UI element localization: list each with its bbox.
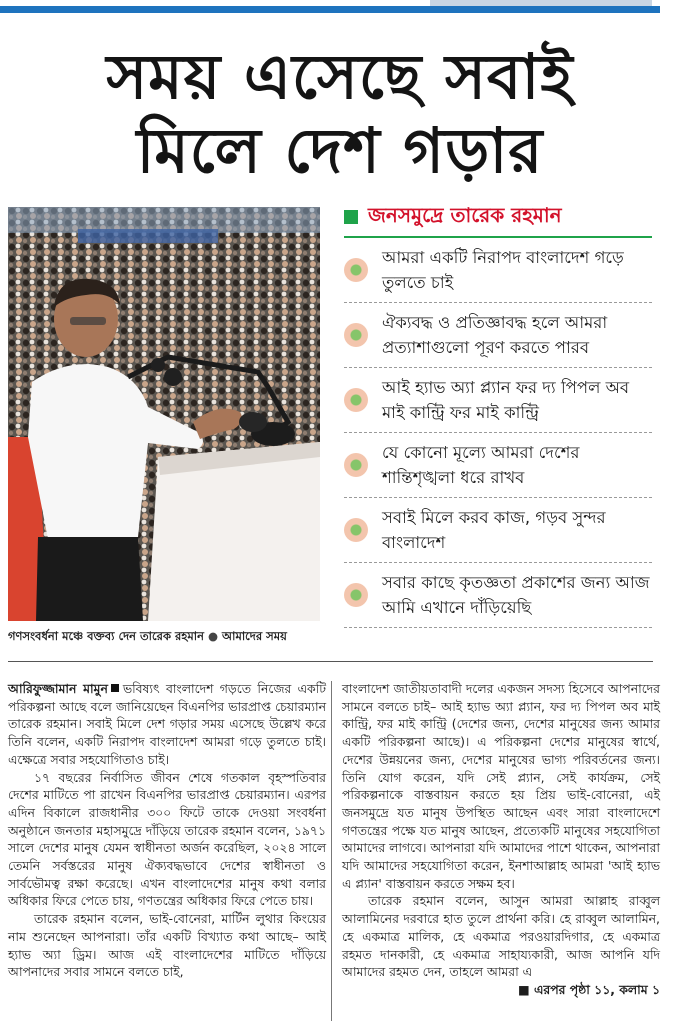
article-paragraph (342, 892, 660, 997)
quote-text: সবার কাছে কৃতজ্ঞতা প্রকাশের জন্য আজ আমি এখানে দাঁড়িয়েছি (382, 573, 650, 617)
photo-caption (8, 628, 338, 647)
quote-item (344, 368, 652, 433)
circle-bullet-icon (344, 258, 368, 282)
quote-item (344, 498, 652, 563)
headline-line-2: মিলে দেশ গড়ার (136, 114, 544, 187)
sidebar-title: জনসমুদ্রে তারেক রহমান (368, 202, 562, 227)
circle-bullet-icon (344, 388, 368, 412)
quote-item (344, 563, 652, 628)
quote-text: ঐক্যবদ্ধ ও প্রতিজ্ঞাবদ্ধ হলে আমরা প্রত্যাশাগুলো পূরণ করতে পারব (382, 313, 608, 357)
quote-text: আমরা একটি নিরাপদ বাংলাদেশ গড়ে তুলতে চাই (382, 248, 624, 292)
sidebar-header (344, 200, 654, 234)
circle-bullet-icon (344, 518, 368, 542)
black-square-icon (111, 684, 119, 692)
highlights-sidebar (344, 200, 654, 628)
quote-list (344, 238, 654, 628)
green-square-icon (344, 210, 358, 224)
circle-bullet-icon (344, 583, 368, 607)
quote-text: আই হ্যাভ অ্যা প্ল্যান ফর দ্য পিপল অব মাই কান্ট্রি ফর মাই কান্ট্রি (382, 378, 630, 422)
circle-bullet-icon (344, 453, 368, 477)
article-paragraph: ভবিষ্যৎ বাংলাদেশ গড়তে নিজের একটি পরিকল্পনা আছে বলে জানিয়েছেন বিএনপির ভারপ্রাপ্ত চেয়ারম্যান তারেক রহমান। সবাই মিলে দেশ গড়ার সময় এসেছে উল্লেখ করে তিনি বলেন, একটি নিরাপদ বাংলাদেশ আমরা গড়ে তুলতে চাই। এক্ষেত্রে সবার সহযোগিতাও চাই। (8, 681, 326, 767)
quote-item (344, 238, 652, 303)
top-photo-strip (430, 0, 652, 6)
circle-bullet-icon (344, 323, 368, 347)
author-byline: আরিফুজ্জামান মামুন (8, 681, 108, 696)
article-paragraph: ১৭ বছরের নির্বাসিত জীবন শেষে গতকাল বৃহস্পতিবার দেশের মাটিতে পা রাখেন বিএনপির ভারপ্রাপ্ত চেয়ারম্যান। এরপর এদিন বিকালে রাজধানীর ৩০০ ফিটে তাকে দেওয়া সংবর্ধনা অনুষ্ঠানে জনতার মহাসমুদ্রে দাঁড়িয়ে তারেক রহমান বলেন, ১৯৭১ সালে দেশের মানুষ যেমন স্বাধীনতা অর্জন করেছিল, ২০২৪ সালে তেমনি সর্বস্তরের মানুষ ঐক্যবদ্ধভাবে দেশের স্বাধীনতা ও সার্বভৌমত্ব রক্ষা করেছে। এখন বাংলাদেশের মানুষ কথা বলার অধিকার ফিরে পেতে চায়, গণতন্ত্রের অধিকার ফিরে পেতে চায়। (8, 769, 326, 909)
rally-photo (8, 207, 320, 621)
byline-paragraph (8, 680, 326, 769)
article-column-right (342, 680, 660, 999)
quote-text: যে কোনো মূল্যে আমরা দেশের শান্তিশৃঙ্খলা ধরে রাখব (382, 443, 580, 487)
article-column-left (8, 680, 326, 981)
quote-item (344, 433, 652, 498)
headline-line-1: সময় এসেছে সবাই (106, 40, 574, 113)
quote-item (344, 303, 652, 368)
speaker-at-rally-illustration (8, 207, 320, 621)
article-paragraph-text: তারেক রহমান বলেন, আসুন আমরা আল্লাহ রাব্বুল আলামিনের দরবারে হাত তুলে প্রার্থনা করি। হে রাব্বুল আলামিন, হে একমাত্র মালিক, হে একমাত্র পরওয়ারদিগার, হে একমাত্র রহমত দানকারী, হে একমাত্র সাহায্যকারী, আজ আপনি যদি আমাদের রহমত দেন, তাহলে আমরা এ (342, 893, 660, 980)
headline (10, 40, 670, 188)
photo-credit: আমাদের সময় (222, 629, 287, 643)
article-paragraph: বাংলাদেশ জাতীয়তাবাদী দলের একজন সদস্য হিসেবে আপনাদের সামনে বলতে চাই– আই হ্যাভ অ্যা প্ল্যান, ফর দ্য পিপল অব মাই কান্ট্রি, ফর মাই কান্ট্রি (দেশের জন্য, দেশের মানুষের জন্য আমার একটি পরিকল্পনা আছে)। এ পরিকল্পনা দেশের মানুষের স্বার্থে, দেশের উন্নয়নের জন্য, দেশের মানুষের ভাগ্য পরিবর্তনের জন্য। তিনি যোগ করেন, যদি সেই প্ল্যান, সেই কার্যক্রম, সেই পরিকল্পনাকে বাস্তবায়ন করতে হয় প্রিয় ভাই-বোনেরা, এই জনসমুদ্রে যত মানুষ উপস্থিত আছেন এবং সারা বাংলাদেশে গণতন্ত্রের পক্ষে যত মানুষ আছেন, প্রত্যেকটি মানুষের সহযোগিতা আমাদের লাগবে। আপনারা যদি আমাদের পাশে থাকেন, আপনারা যদি আমাদের সহযোগিতা করেন, ইনশাআল্লাহ আমরা 'আই হ্যাভ এ প্ল্যান' বাস্তবায়ন করতে সক্ষম হব। (342, 681, 660, 891)
top-color-bar (0, 6, 660, 13)
article-divider (8, 661, 653, 662)
column-rule (331, 681, 332, 1021)
article-paragraph: তারেক রহমান বলেন, ভাই-বোনেরা, মার্টিন লুথার কিংয়ের নাম শুনেছেন আপনারা। তাঁর একটি বিখ্যাত কথা আছে– আই হ্যাভ অ্যা ড্রিম। আজ এই বাংলাদেশের মাটিতে দাঁড়িয়ে আপনাদের সবার সামনে বলতে চাই, (8, 911, 326, 980)
quote-text: সবাই মিলে করব কাজ, গড়ব সুন্দর বাংলাদেশ (382, 508, 606, 552)
continued-on-page[interactable]: ■ এরপর পৃষ্ঠা ১১, কলাম ১ (517, 981, 660, 997)
caption-text: গণসংবর্ধনা মঞ্চে বক্তব্য দেন তারেক রহমান (8, 629, 204, 643)
caption-separator: ● (207, 629, 219, 643)
